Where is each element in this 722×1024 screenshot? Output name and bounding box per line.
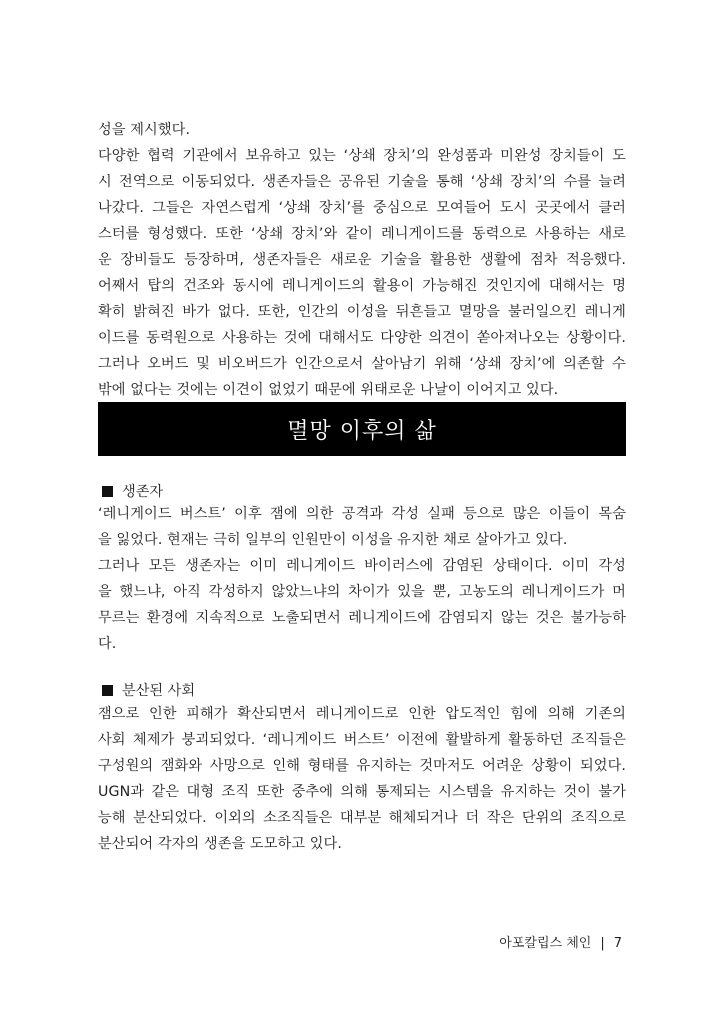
text-line: 어째서 탑의 건조와 동시에 레니게이드의 활용이 가능해진 것인지에 대해서는 명 <box>98 278 626 294</box>
text-line: 구성원의 잼화와 사망으로 인해 형태를 유지하는 것마저도 어려운 상황이 되었다. <box>98 758 626 774</box>
text-line: 이드를 동력원으로 사용하는 것에 대해서도 다양한 의견이 쏟아져나오는 상황이다. <box>98 330 626 346</box>
text-line: 그러나 모든 생존자는 이미 레니게이드 바이러스에 감염된 상태이다. 이미 각성 <box>98 558 626 574</box>
text-line: 성을 제시했다. <box>98 122 191 138</box>
subsection-heading-label: 분산된 사회 <box>122 683 196 699</box>
text-line: 사회 체제가 붕괴되었다. ‘레니게이드 버스트’ 이전에 활발하게 활동하던 조직들은 <box>98 732 626 748</box>
text-line: ‘레니게이드 버스트’ 이후 잼에 의한 공격과 각성 실패 등으로 많은 이들이 목숨 <box>98 506 626 522</box>
footer-book-title: 아포칼립스 체인 <box>499 936 592 951</box>
banner-title: 멸망 이후의 삶 <box>287 418 437 444</box>
text-line: 밖에 없다는 것에는 이견이 없었기 때문에 위태로운 나날이 이어지고 있다. <box>98 382 559 398</box>
society-text <box>98 701 626 857</box>
survivors-text <box>98 501 626 657</box>
text-line: 시 전역으로 이동되었다. 생존자들은 공유된 기술을 통해 ‘상쇄 장치’의 수를 늘려 <box>98 174 626 190</box>
text-line: 능해 분산되었다. 이외의 소조직들은 대부분 해체되거나 더 작은 단위의 조직으로 <box>98 810 626 826</box>
text-line: 그러나 오버드 및 비오버드가 인간으로서 살아남기 위해 ‘상쇄 장치’에 의존할 수 <box>98 356 626 372</box>
section-banner <box>98 402 626 456</box>
text-line: 다. <box>98 636 117 652</box>
text-line: 다양한 협력 기관에서 보유하고 있는 ‘상쇄 장치’의 완성품과 미완성 장치들이 도 <box>98 148 626 164</box>
text-line: 무르는 환경에 지속적으로 노출되면서 레니게이드에 감염되지 않는 것은 불가능하 <box>98 610 626 626</box>
text-line: 잼으로 인한 피해가 확산되면서 레니게이드로 인한 압도적인 힘에 의해 기존의 <box>98 706 626 722</box>
top-section-text <box>98 117 626 403</box>
page-number: 7 <box>613 936 622 951</box>
text-line: 운 장비들도 등장하며, 생존자들은 새로운 기술을 활용한 생활에 점차 적응했다. <box>98 252 626 268</box>
text-line: 분산되어 각자의 생존을 도모하고 있다. <box>98 836 342 852</box>
text-line: 을 잃었다. 현재는 극히 일부의 인원만이 이성을 유지한 채로 살아가고 있다. <box>98 532 568 548</box>
square-bullet-icon <box>102 486 113 497</box>
text-line: UGN과 같은 대형 조직 또한 중추에 의해 통제되는 시스템을 유지하는 것이 불가 <box>98 784 626 800</box>
text-line: 나갔다. 그들은 자연스럽게 ‘상쇄 장치’를 중심으로 모여들어 도시 곳곳에서 클러 <box>98 200 626 216</box>
square-bullet-icon <box>102 685 113 696</box>
text-line: 을 했느냐, 아직 각성하지 않았느냐의 차이가 있을 뿐, 고농도의 레니게이드가 머 <box>98 584 626 600</box>
text-line: 스터를 형성했다. 또한 ‘상쇄 장치’와 같이 레니게이드를 동력으로 사용하는 새로 <box>98 226 626 242</box>
text-line: 확히 밝혀진 바가 없다. 또한, 인간의 이성을 뒤흔들고 멸망을 불러일으킨 레니게 <box>98 304 626 320</box>
subsection-heading-label: 생존자 <box>122 484 164 500</box>
page-footer <box>499 932 622 951</box>
footer-separator: | <box>600 936 605 951</box>
